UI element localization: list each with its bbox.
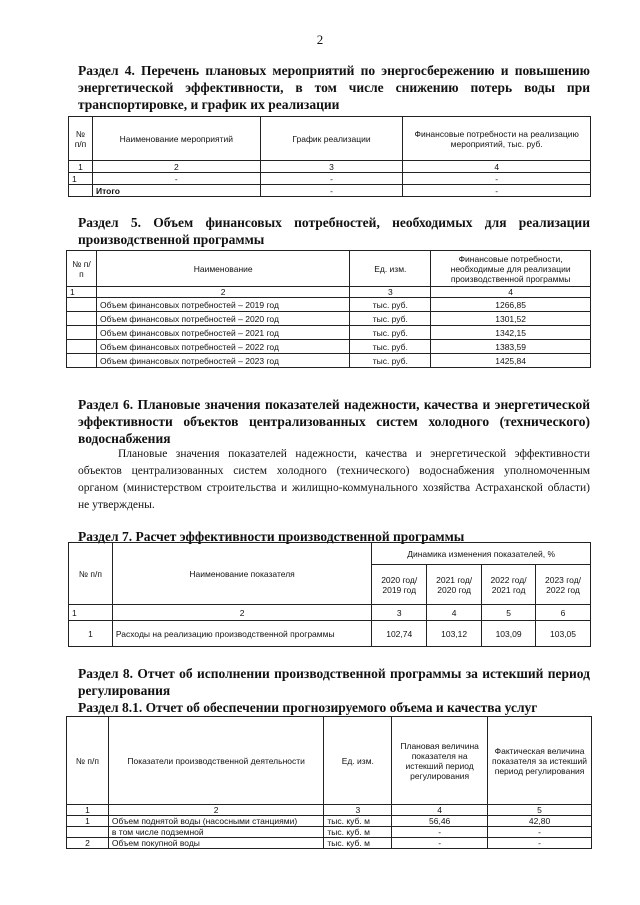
cell: - [488, 838, 592, 849]
cell: тыс. куб. м [324, 816, 392, 827]
cell: 102,74 [372, 621, 427, 647]
num-cell: 3 [372, 605, 427, 621]
table-row [67, 312, 591, 326]
num-cell: 4 [431, 287, 591, 298]
table-number-row [69, 161, 591, 173]
header-cell: Фактическая величина показателя за истекший период регулирования [488, 717, 592, 805]
cell: - [392, 838, 488, 849]
year-header: 2021 год/ 2020 год [427, 565, 482, 605]
num-cell: 3 [324, 805, 392, 816]
num-cell: 4 [392, 805, 488, 816]
cell: в том числе подземной [108, 827, 324, 838]
num-cell: 3 [350, 287, 431, 298]
cell: 42,80 [488, 816, 592, 827]
cell: Объем финансовых потребностей – 2020 год [96, 312, 349, 326]
section7-table [68, 542, 591, 647]
cell: 103,09 [482, 621, 536, 647]
section5-table [66, 250, 591, 368]
num-cell: 4 [427, 605, 482, 621]
section8-title: Раздел 8. Отчет об исполнении производственной программы за истекший период регулирования [78, 666, 590, 698]
table-header-row [67, 717, 592, 805]
header-cell: Ед. изм. [324, 717, 392, 805]
cell: Объем финансовых потребностей – 2019 год [96, 298, 349, 312]
table-row [67, 340, 591, 354]
table-row [67, 326, 591, 340]
section7-title: Раздел 7. Расчет эффективности производственной программы [78, 529, 465, 544]
cell: Объем покупной воды [108, 838, 324, 849]
cell: 1 [69, 173, 93, 185]
year-header: 2022 год/ 2021 год [482, 565, 536, 605]
cell: Объем финансовых потребностей – 2021 год [96, 326, 349, 340]
section4-table [68, 116, 591, 197]
header-cell: Показатели производственной деятельности [108, 717, 324, 805]
num-cell: 2 [96, 287, 349, 298]
num-cell: 2 [112, 605, 371, 621]
num-cell: 2 [92, 161, 260, 173]
num-cell: 6 [536, 605, 591, 621]
cell [67, 298, 97, 312]
cell: - [488, 827, 592, 838]
num-cell: 5 [488, 805, 592, 816]
header-cell: № п/п [67, 717, 109, 805]
header-cell: Финансовые потребности на реализацию мероприятий, тыс. руб. [403, 117, 591, 161]
section5-title: Раздел 5. Объем финансовых потребностей, необходимых для реализации производственной программы [78, 215, 590, 247]
table-header-row [67, 251, 591, 287]
table-number-row [67, 805, 592, 816]
dynamics-header: Динамика изменения показателей, % [372, 543, 591, 565]
cell: 1266,85 [431, 298, 591, 312]
num-cell: 1 [67, 287, 97, 298]
header-cell: График реализации [260, 117, 403, 161]
section6-title: Раздел 6. Плановые значения показателей надежности, качества и энергетической эффективности объектов централизованных систем холодного (технического) водоснабжения [78, 397, 590, 446]
table-number-row [67, 287, 591, 298]
cell [67, 340, 97, 354]
table-header-row [69, 117, 591, 161]
cell [67, 354, 97, 368]
cell: 1 [69, 621, 113, 647]
cell: 2 [67, 838, 109, 849]
table-row [67, 838, 592, 849]
table-row [67, 816, 592, 827]
header-cell: Плановая величина показателя на истекший период регулирования [392, 717, 488, 805]
table-row [67, 298, 591, 312]
table-number-row [69, 605, 591, 621]
cell: тыс. руб. [350, 340, 431, 354]
header-cell: Наименование [96, 251, 349, 287]
header-cell: № п/п [67, 251, 97, 287]
cell: тыс. руб. [350, 326, 431, 340]
num-cell: 1 [67, 805, 109, 816]
cell: тыс. куб. м [324, 827, 392, 838]
section8-subtitle: Раздел 8.1. Отчет об обеспечении прогнозируемого объема и качества услуг [78, 700, 538, 715]
cell: тыс. куб. м [324, 838, 392, 849]
cell [67, 326, 97, 340]
table-row [69, 621, 591, 647]
cell: Объем финансовых потребностей – 2023 год [96, 354, 349, 368]
cell: 1301,52 [431, 312, 591, 326]
total-label: Итого [92, 185, 260, 197]
cell [67, 827, 109, 838]
header-cell: № п/п [69, 543, 113, 605]
table-total-row [69, 185, 591, 197]
header-cell: Ед. изм. [350, 251, 431, 287]
cell: 1 [67, 816, 109, 827]
cell: - [392, 827, 488, 838]
cell: - [403, 185, 591, 197]
cell: Расходы на реализацию производственной программы [112, 621, 371, 647]
page-number: 2 [316, 32, 324, 47]
cell: 1383,59 [431, 340, 591, 354]
num-cell: 1 [69, 605, 113, 621]
header-cell: Наименование мероприятий [92, 117, 260, 161]
cell: 1425,84 [431, 354, 591, 368]
table-row [67, 827, 592, 838]
cell [67, 312, 97, 326]
num-cell: 5 [482, 605, 536, 621]
year-header: 2023 год/ 2022 год [536, 565, 591, 605]
cell: - [403, 173, 591, 185]
cell: - [92, 173, 260, 185]
cell: Объем поднятой воды (насосными станциями) [108, 816, 324, 827]
header-cell: Наименование показателя [112, 543, 371, 605]
header-cell: № п/п [69, 117, 93, 161]
cell: 103,12 [427, 621, 482, 647]
section6-paragraph: Плановые значения показателей надежности, качества и энергетической эффективности объектов централизованных систем холодного (технического) водоснабжения уполномоченным органом (министерством строительства и жилищно-коммунального хозяйства Астраханской области) не утверждены. [78, 448, 590, 511]
cell: 56,46 [392, 816, 488, 827]
cell: тыс. руб. [350, 354, 431, 368]
year-header: 2020 год/ 2019 год [372, 565, 427, 605]
cell: тыс. руб. [350, 298, 431, 312]
cell: 103,05 [536, 621, 591, 647]
num-cell: 2 [108, 805, 324, 816]
num-cell: 1 [69, 161, 93, 173]
table-row [69, 173, 591, 185]
cell: тыс. руб. [350, 312, 431, 326]
section8-table [66, 716, 592, 849]
cell: Объем финансовых потребностей – 2022 год [96, 340, 349, 354]
section4-title: Раздел 4. Перечень плановых мероприятий по энергосбережению и повышению энергетической эффективности, в том числе снижению потерь воды при транспортировке, и график их реализации [78, 63, 590, 112]
num-cell: 4 [403, 161, 591, 173]
header-cell: Финансовые потребности, необходимые для реализации производственной программы [431, 251, 591, 287]
cell: 1342,15 [431, 326, 591, 340]
num-cell: 3 [260, 161, 403, 173]
table-row [67, 354, 591, 368]
cell: - [260, 185, 403, 197]
cell: - [260, 173, 403, 185]
